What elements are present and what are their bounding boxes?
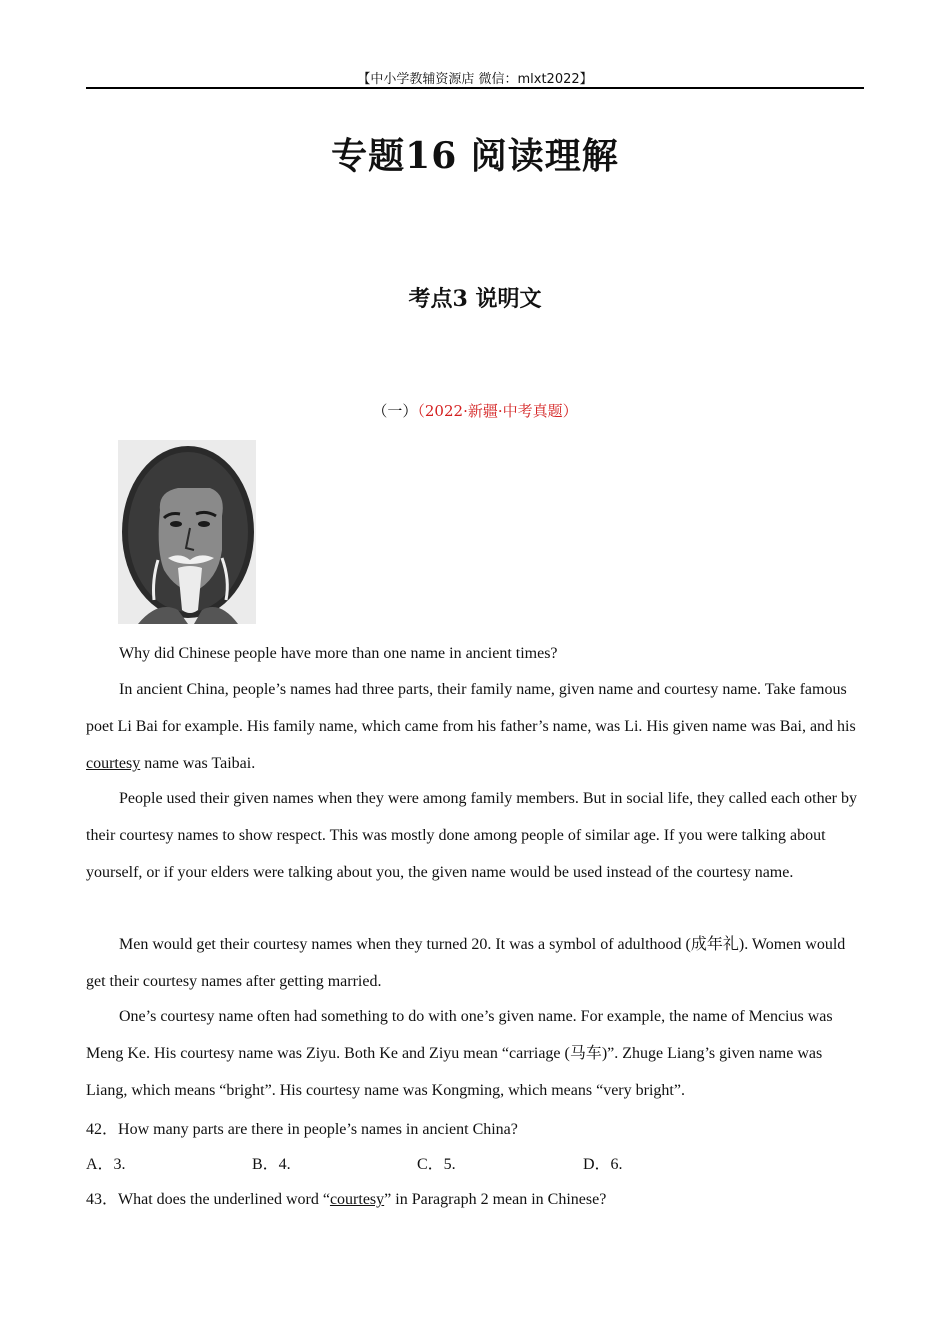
- question-42-text: How many parts are there in people’s names in ancient China?: [118, 1121, 518, 1138]
- paragraph-2: [86, 780, 864, 891]
- exam-source: （2022·新疆·中考真题）: [417, 402, 578, 420]
- paragraph-1: [86, 671, 864, 782]
- passage-source: [86, 400, 864, 421]
- paragraph-2-text: People used their given names when they were among family members. But in social life, they called each other by their courtesy names to show respect. This was mostly done among people of similar age. If you were talking about yourself, or if your elders were talking about you, the given name would be used instead of the courtesy name.: [86, 790, 857, 881]
- paragraph-4: [86, 998, 864, 1109]
- paragraph-1-text-b: name was Taibai.: [140, 755, 256, 772]
- question-43: [86, 1186, 606, 1209]
- paragraph-4-text: One’s courtesy name often had something to do with one’s given name. For example, the name of Mencius was Meng Ke. His courtesy name was Ziyu. Both Ke and Ziyu mean “carriage (马车)”. Zhuge Liang’s given name was Liang, which means “bright”. His courtesy name was Kongming, which means “very bright”.: [86, 1008, 833, 1099]
- header-divider: [86, 87, 864, 89]
- question-43-text-b: ” in Paragraph 2 mean in Chinese?: [384, 1191, 607, 1208]
- page-header: 【中小学教辅资源店 微信：mlxt2022】: [357, 72, 593, 87]
- question-43-number: 43．: [86, 1191, 119, 1208]
- passage-question-title: Why did Chinese people have more than one name in ancient times?: [119, 645, 558, 662]
- li-bai-portrait: [118, 440, 256, 624]
- passage-number: （一）: [372, 402, 418, 420]
- option-c: C．5.: [417, 1156, 456, 1173]
- option-a: A．3.: [86, 1156, 126, 1173]
- underlined-word-courtesy: courtesy: [86, 755, 141, 772]
- page-title: 专题16 阅读理解: [331, 135, 619, 177]
- question-42-number: 42．: [86, 1121, 119, 1138]
- option-b: B．4.: [252, 1156, 291, 1173]
- question-43-underlined-word: courtesy: [329, 1191, 385, 1208]
- question-42: [86, 1116, 518, 1139]
- paragraph-3: [86, 926, 864, 1000]
- section-subtitle: 考点3 说明文: [408, 286, 542, 312]
- paragraph-1-text-a: In ancient China, people’s names had three parts, their family name, given name and courtesy name. Take famous poet Li Bai for example. His family name, which came from his father’s name, was Li. His given name was Bai, and his: [86, 681, 856, 735]
- question-43-text-a: What does the underlined word “: [118, 1191, 330, 1208]
- option-d: D．6.: [583, 1156, 623, 1173]
- paragraph-3-text: Men would get their courtesy names when they turned 20. It was a symbol of adulthood (成年礼). Women would get their courtesy names after getting married.: [86, 936, 846, 990]
